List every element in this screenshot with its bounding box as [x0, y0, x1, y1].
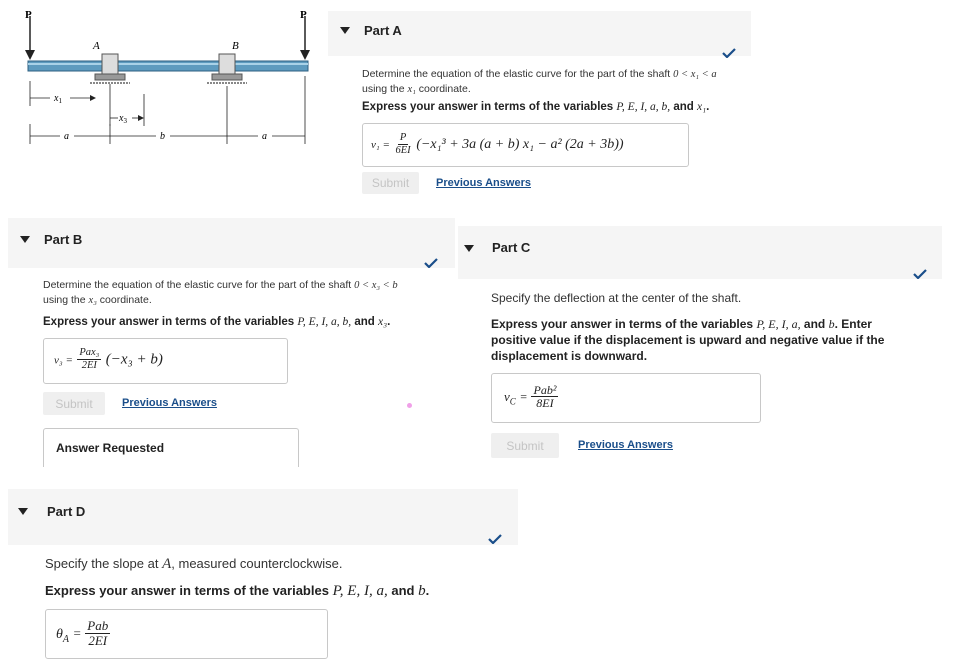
dim-x1-arrow — [90, 95, 96, 101]
part-a-expression: (−x₁³ + 3a (a + b) x₁ − a² (2a + 3b)) — [416, 136, 624, 152]
part-a-header[interactable] — [328, 11, 751, 56]
part-b-submit-button[interactable]: Submit — [43, 392, 105, 415]
part-d-answer — [56, 619, 110, 648]
load-arrowhead-left — [25, 50, 35, 60]
dim-x3-arrow — [138, 115, 144, 121]
part-b-express: Express your answer in terms of the variables P, E, I, a, b, and x₃. — [43, 316, 391, 328]
support-a-base — [95, 74, 125, 80]
collapse-triangle-icon — [18, 508, 28, 515]
beam-figure — [18, 6, 318, 156]
dim-b-label: b — [160, 131, 165, 142]
part-b-previous-answers-link[interactable]: Previous Answers — [122, 397, 217, 409]
part-c-description: Specify the deflection at the center of the shaft. — [491, 291, 742, 305]
part-b-answer — [54, 347, 163, 372]
part-d-equals: = — [73, 625, 81, 641]
part-a-fraction: $\frac{P}{6EI}$ — [395, 132, 411, 156]
part-d-express: Express your answer in terms of the variables P, E, I, a, and b. — [45, 583, 430, 599]
support-label-b: B — [232, 40, 239, 52]
load-arrowhead-right — [300, 50, 310, 60]
part-d-description: Specify the slope at A, measured counterclockwise. — [45, 556, 343, 572]
part-c-lhs: $v_C$ — [504, 388, 516, 407]
collapse-triangle-icon — [464, 245, 474, 252]
part-a-express: Express your answer in terms of the variables P, E, I, a, b, and x₁. — [362, 101, 710, 113]
part-b-answer-requested-panel — [43, 428, 299, 467]
check-icon — [722, 48, 736, 58]
part-b-lhs: v₃ = — [54, 354, 73, 367]
part-a-submit-button[interactable]: Submit — [362, 172, 419, 194]
part-d-title: Part D — [47, 504, 86, 519]
part-c-previous-answers-link[interactable]: Previous Answers — [578, 439, 673, 451]
shaft — [28, 61, 308, 71]
part-c-submit-button[interactable]: Submit — [491, 433, 559, 458]
beam-diagram — [18, 6, 318, 156]
part-a-title: Part A — [364, 23, 402, 38]
load-label-right: P — [300, 9, 307, 21]
part-a-answer-box — [362, 123, 689, 167]
collapse-triangle-icon — [20, 236, 30, 243]
load-label-left: P — [25, 9, 32, 21]
support-label-a: A — [93, 40, 100, 52]
part-a-previous-answers-link[interactable]: Previous Answers — [436, 177, 531, 189]
dim-a-right-label: a — [262, 131, 267, 142]
dim-a-left-label: a — [64, 131, 69, 142]
part-d-answer-box — [45, 609, 328, 659]
support-b-base — [212, 74, 242, 80]
part-a-lhs: v₁ = — [371, 138, 390, 151]
collapse-triangle-icon — [340, 27, 350, 34]
part-d-lhs: $\theta_A$ — [56, 626, 69, 645]
part-b-answer-box — [43, 338, 288, 384]
part-b-expression: (−x₃ + b) — [105, 351, 163, 368]
part-c-header[interactable] — [458, 226, 942, 279]
check-icon — [913, 269, 927, 279]
part-b-description: Determine the equation of the elastic curve for the part of the shaft 0 < x₃ < b using the x₃ coordinate. — [43, 279, 398, 306]
part-b-title: Part B — [44, 232, 83, 247]
part-c-equals: = — [520, 389, 528, 404]
part-c-answer — [504, 384, 558, 409]
part-b-header[interactable] — [8, 218, 455, 268]
part-a-description: Determine the equation of the elastic curve for the part of the shaft 0 < x₁ < a using the x₁ coordinate. — [362, 68, 717, 95]
part-d-fraction: $\frac{\text{Pab}}{2EI}$ — [87, 618, 109, 648]
part-d-header[interactable] — [8, 489, 518, 545]
part-c-express: Express your answer in terms of the variables P, E, I, a, and b. Enter positive value if the displacement is upward and negative value if the displacement is downward. — [491, 317, 885, 363]
part-c-answer-box — [491, 373, 761, 423]
check-icon — [424, 258, 438, 268]
check-icon — [488, 534, 502, 544]
part-c-fraction: $\frac{\text{Pab²}}{8EI}$ — [533, 383, 557, 410]
part-a-answer — [371, 132, 624, 157]
answer-requested-label: Answer Requested — [56, 441, 165, 455]
shaft-highlight — [28, 63, 308, 65]
part-c-title: Part C — [492, 240, 531, 255]
cursor-dot — [407, 403, 412, 408]
part-b-fraction: $\frac{\text{Pax₃}}{2EI}$ — [79, 347, 100, 371]
dim-x1-label: $x_1$ — [54, 93, 62, 105]
dim-x3-label: $x_3$ — [119, 113, 127, 125]
